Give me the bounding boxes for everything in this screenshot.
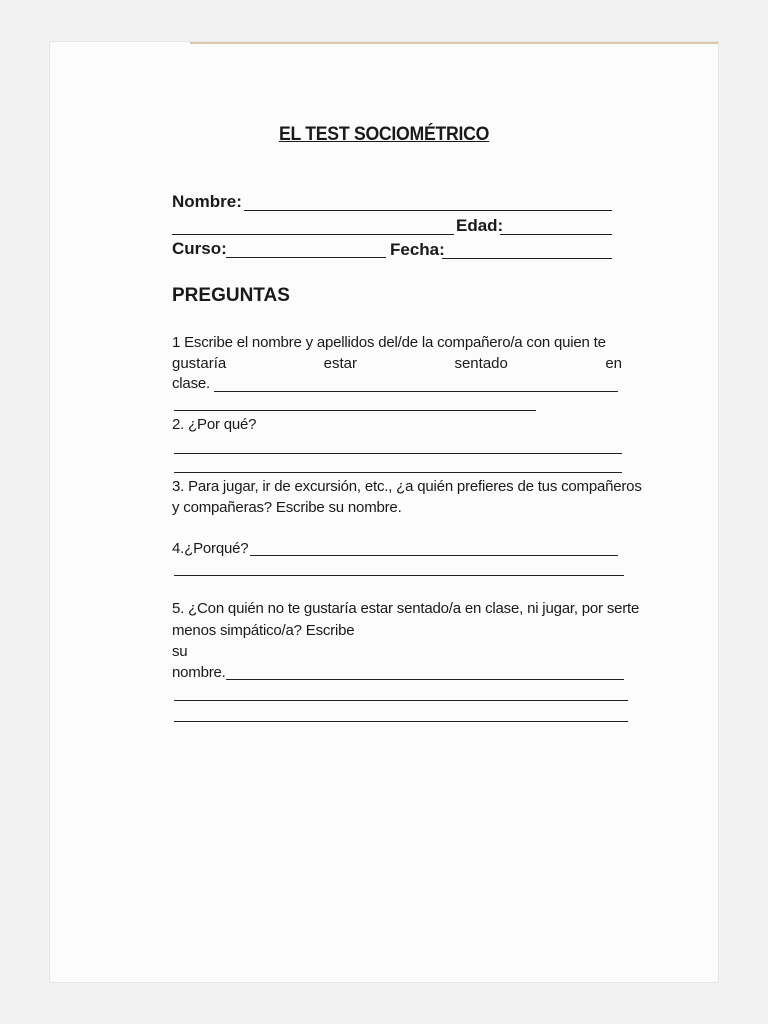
- question-5-line-3: su: [172, 643, 188, 660]
- question-5-line-1: 5. ¿Con quién no te gustaría estar sentado/a en clase, ni jugar, por serte: [172, 600, 640, 617]
- nombre-line[interactable]: [244, 210, 612, 211]
- edad-label: Edad:: [456, 216, 504, 235]
- answer-4-line-2[interactable]: [174, 575, 624, 576]
- question-1-line-2: [172, 355, 622, 372]
- answer-5-line-1[interactable]: [226, 679, 624, 680]
- nombre-label: Nombre:: [172, 192, 242, 211]
- fecha-label: Fecha:: [390, 240, 445, 259]
- question-1-line-1: 1 Escribe el nombre y apellidos del/de la compañero/a con quien te: [172, 334, 606, 351]
- question-4: 4.¿Porqué?: [172, 540, 249, 557]
- question-1-word: en: [605, 355, 622, 372]
- curso-label: Curso:: [172, 239, 227, 258]
- edad-line[interactable]: [500, 234, 612, 235]
- question-1-line-3: clase.: [172, 375, 210, 392]
- question-1-word: estar: [323, 355, 358, 372]
- question-2: 2. ¿Por qué?: [172, 416, 257, 433]
- curso-line[interactable]: [226, 257, 386, 258]
- answer-2-line-1[interactable]: [174, 453, 622, 454]
- question-5-line-4: nombre.: [172, 664, 226, 681]
- question-3-line-2: y compañeras? Escribe su nombre.: [172, 499, 402, 516]
- answer-5-line-3[interactable]: [174, 721, 628, 722]
- question-5-line-2: menos simpático/a? Escribe: [172, 622, 355, 639]
- fecha-line[interactable]: [442, 258, 612, 259]
- answer-2-line-2[interactable]: [174, 472, 622, 473]
- document-title: EL TEST SOCIOMÉTRICO: [278, 124, 490, 145]
- answer-5-line-2[interactable]: [174, 700, 628, 701]
- question-1-word: sentado: [454, 355, 508, 372]
- question-3-line-1: 3. Para jugar, ir de excursión, etc., ¿a quién prefieres de tus compañeros: [172, 478, 642, 495]
- question-1-word: gustaría: [172, 355, 227, 372]
- answer-4-line-1[interactable]: [250, 555, 618, 556]
- preguntas-heading: PREGUNTAS: [172, 285, 290, 306]
- nombre-line-2[interactable]: [172, 234, 454, 235]
- answer-1-line-1[interactable]: [214, 391, 618, 392]
- paper-edge: [190, 42, 718, 44]
- answer-1-line-2[interactable]: [174, 410, 536, 411]
